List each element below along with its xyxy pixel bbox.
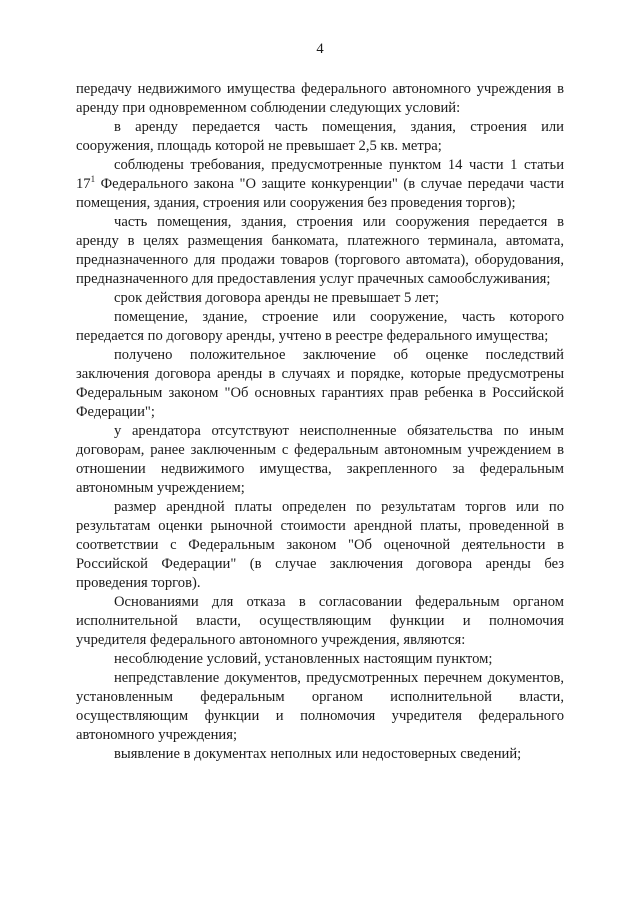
paragraph-condition-area: в аренду передается часть помещения, здания, строения или сооружения, площадь которой не превышает 2,5 кв. метра; bbox=[76, 119, 564, 154]
competition-law-text-before: соблюдены требования, предусмотренные пунктом 14 части 1 статьи 17 bbox=[76, 157, 564, 192]
paragraph-condition-rent-amount: размер арендной платы определен по результатам торгов или по результатам оценки рыночной стоимости арендной платы, проведенной в соответствии с Федеральным законом "Об оценочной деятельности в Российской Федерации" (в случае заключения договора аренды без проведения торгов). bbox=[76, 499, 564, 591]
page-number: 4 bbox=[316, 41, 324, 57]
paragraph-refusal-grounds: Основаниями для отказа в согласовании федеральным органом исполнительной власти, осуществляющим функции и полномочия учредителя федерального автономного учреждения, являются: bbox=[76, 594, 564, 648]
paragraph-refusal-incomplete-info: выявление в документах неполных или недостоверных сведений; bbox=[114, 746, 522, 762]
document-body bbox=[76, 80, 564, 764]
paragraph-condition-competition-law bbox=[76, 156, 564, 213]
competition-law-text-after: Федерального закона "О защите конкуренции" (в случае передачи части помещения, здания, строения или сооружения без проведения торгов); bbox=[76, 176, 564, 211]
paragraph-refusal-noncompliance: несоблюдение условий, установленных настоящим пунктом; bbox=[114, 651, 493, 667]
paragraph-condition-registry: помещение, здание, строение или сооружение, часть которого передается по договору аренды, учтено в реестре федерального имущества; bbox=[76, 309, 564, 344]
paragraph-condition-term: срок действия договора аренды не превышает 5 лет; bbox=[114, 290, 440, 306]
paragraph-intro: передачу недвижимого имущества федерального автономного учреждения в аренду при одновременном соблюдении следующих условий: bbox=[76, 81, 564, 116]
paragraph-condition-child-rights: получено положительное заключение об оценке последствий заключения договора аренды в случаях и порядке, которые предусмотрены Федеральным законом "Об основных гарантиях прав ребенка в Российской Федерации"; bbox=[76, 347, 564, 420]
article-superscript: 1 bbox=[90, 174, 96, 185]
paragraph-condition-purpose: часть помещения, здания, строения или сооружения передается в аренду в целях размещения банкомата, платежного терминала, автомата, предназначенного для продажи товаров (торгового автомата), оборудования, предназначенного для предоставления услуг прачечных самообслуживания; bbox=[76, 214, 564, 287]
paragraph-refusal-documents: непредставление документов, предусмотренных перечнем документов, установленным федеральным органом исполнительной власти, осуществляющим функции и полномочия учредителя федерального автономного учреждения; bbox=[76, 670, 564, 743]
paragraph-condition-obligations: у арендатора отсутствуют неисполненные обязательства по иным договорам, ранее заключенным с федеральным автономным учреждением в отношении недвижимого имущества, закрепленного за федеральным автономным учреждением; bbox=[76, 423, 564, 496]
